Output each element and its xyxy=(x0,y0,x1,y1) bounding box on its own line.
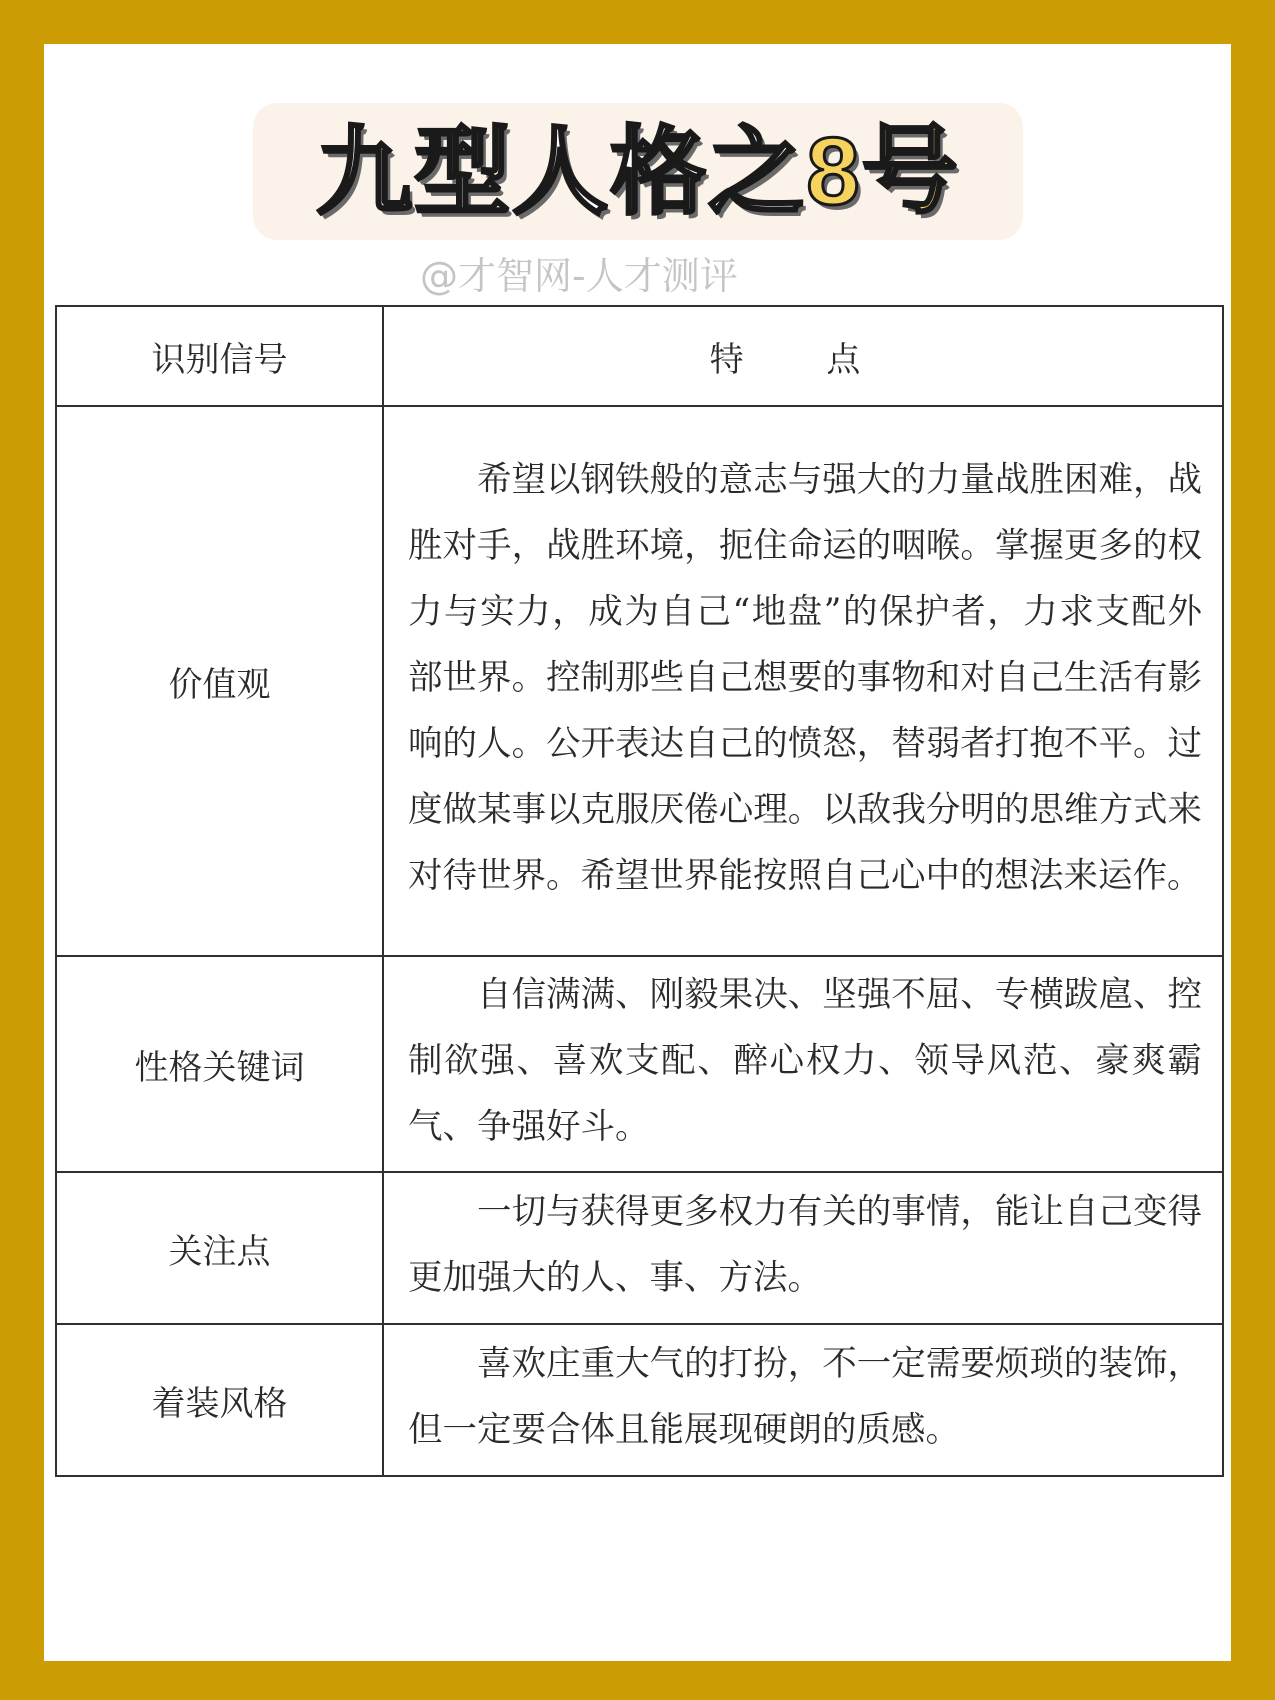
trait-table xyxy=(55,305,1224,1477)
row-text-focus: 一切与获得更多权力有关的事情，能让自己变得更加强大的人、事、方法。 xyxy=(383,1172,1223,1324)
header-features-label: 特 点 xyxy=(709,339,897,380)
row-text-dress: 喜欢庄重大气的打扮，不一定需要烦琐的装饰，但一定要合体且能展现硬朗的质感。 xyxy=(383,1324,1223,1476)
row-label-keywords: 性格关键词 xyxy=(56,956,383,1172)
table-row xyxy=(56,1172,1223,1324)
title-main: 九型人格之 xyxy=(316,115,807,228)
row-text-values: 希望以钢铁般的意志与强大的力量战胜困难，战胜对手，战胜环境，扼住命运的咽喉。掌握更多的权力与实力，成为自己“地盘”的保护者，力求支配外部世界。控制那些自己想要的事物和对自己生活有影响的人。公开表达自己的愤怒，替弱者打抱不平。过度做某事以克服厌倦心理。以敌我分明的思维方式来对待世界。希望世界能按照自己心中的想法来运作。 xyxy=(383,406,1223,956)
table-row xyxy=(56,956,1223,1172)
header-features xyxy=(383,306,1223,406)
row-label-values: 价值观 xyxy=(56,406,383,956)
table-row xyxy=(56,1324,1223,1476)
row-label-focus: 关注点 xyxy=(56,1172,383,1324)
row-text-keywords: 自信满满、刚毅果决、坚强不屈、专横跋扈、控制欲强、喜欢支配、醉心权力、领导风范、豪爽霸气、争强好斗。 xyxy=(383,956,1223,1172)
row-label-dress: 着装风格 xyxy=(56,1324,383,1476)
table-row xyxy=(56,406,1223,956)
title-number: 8号 xyxy=(806,117,960,225)
page-title xyxy=(253,103,1023,240)
table-header-row xyxy=(56,306,1223,406)
header-signal: 识别信号 xyxy=(56,306,383,406)
watermark: @才智网-人才测评 xyxy=(420,254,738,298)
